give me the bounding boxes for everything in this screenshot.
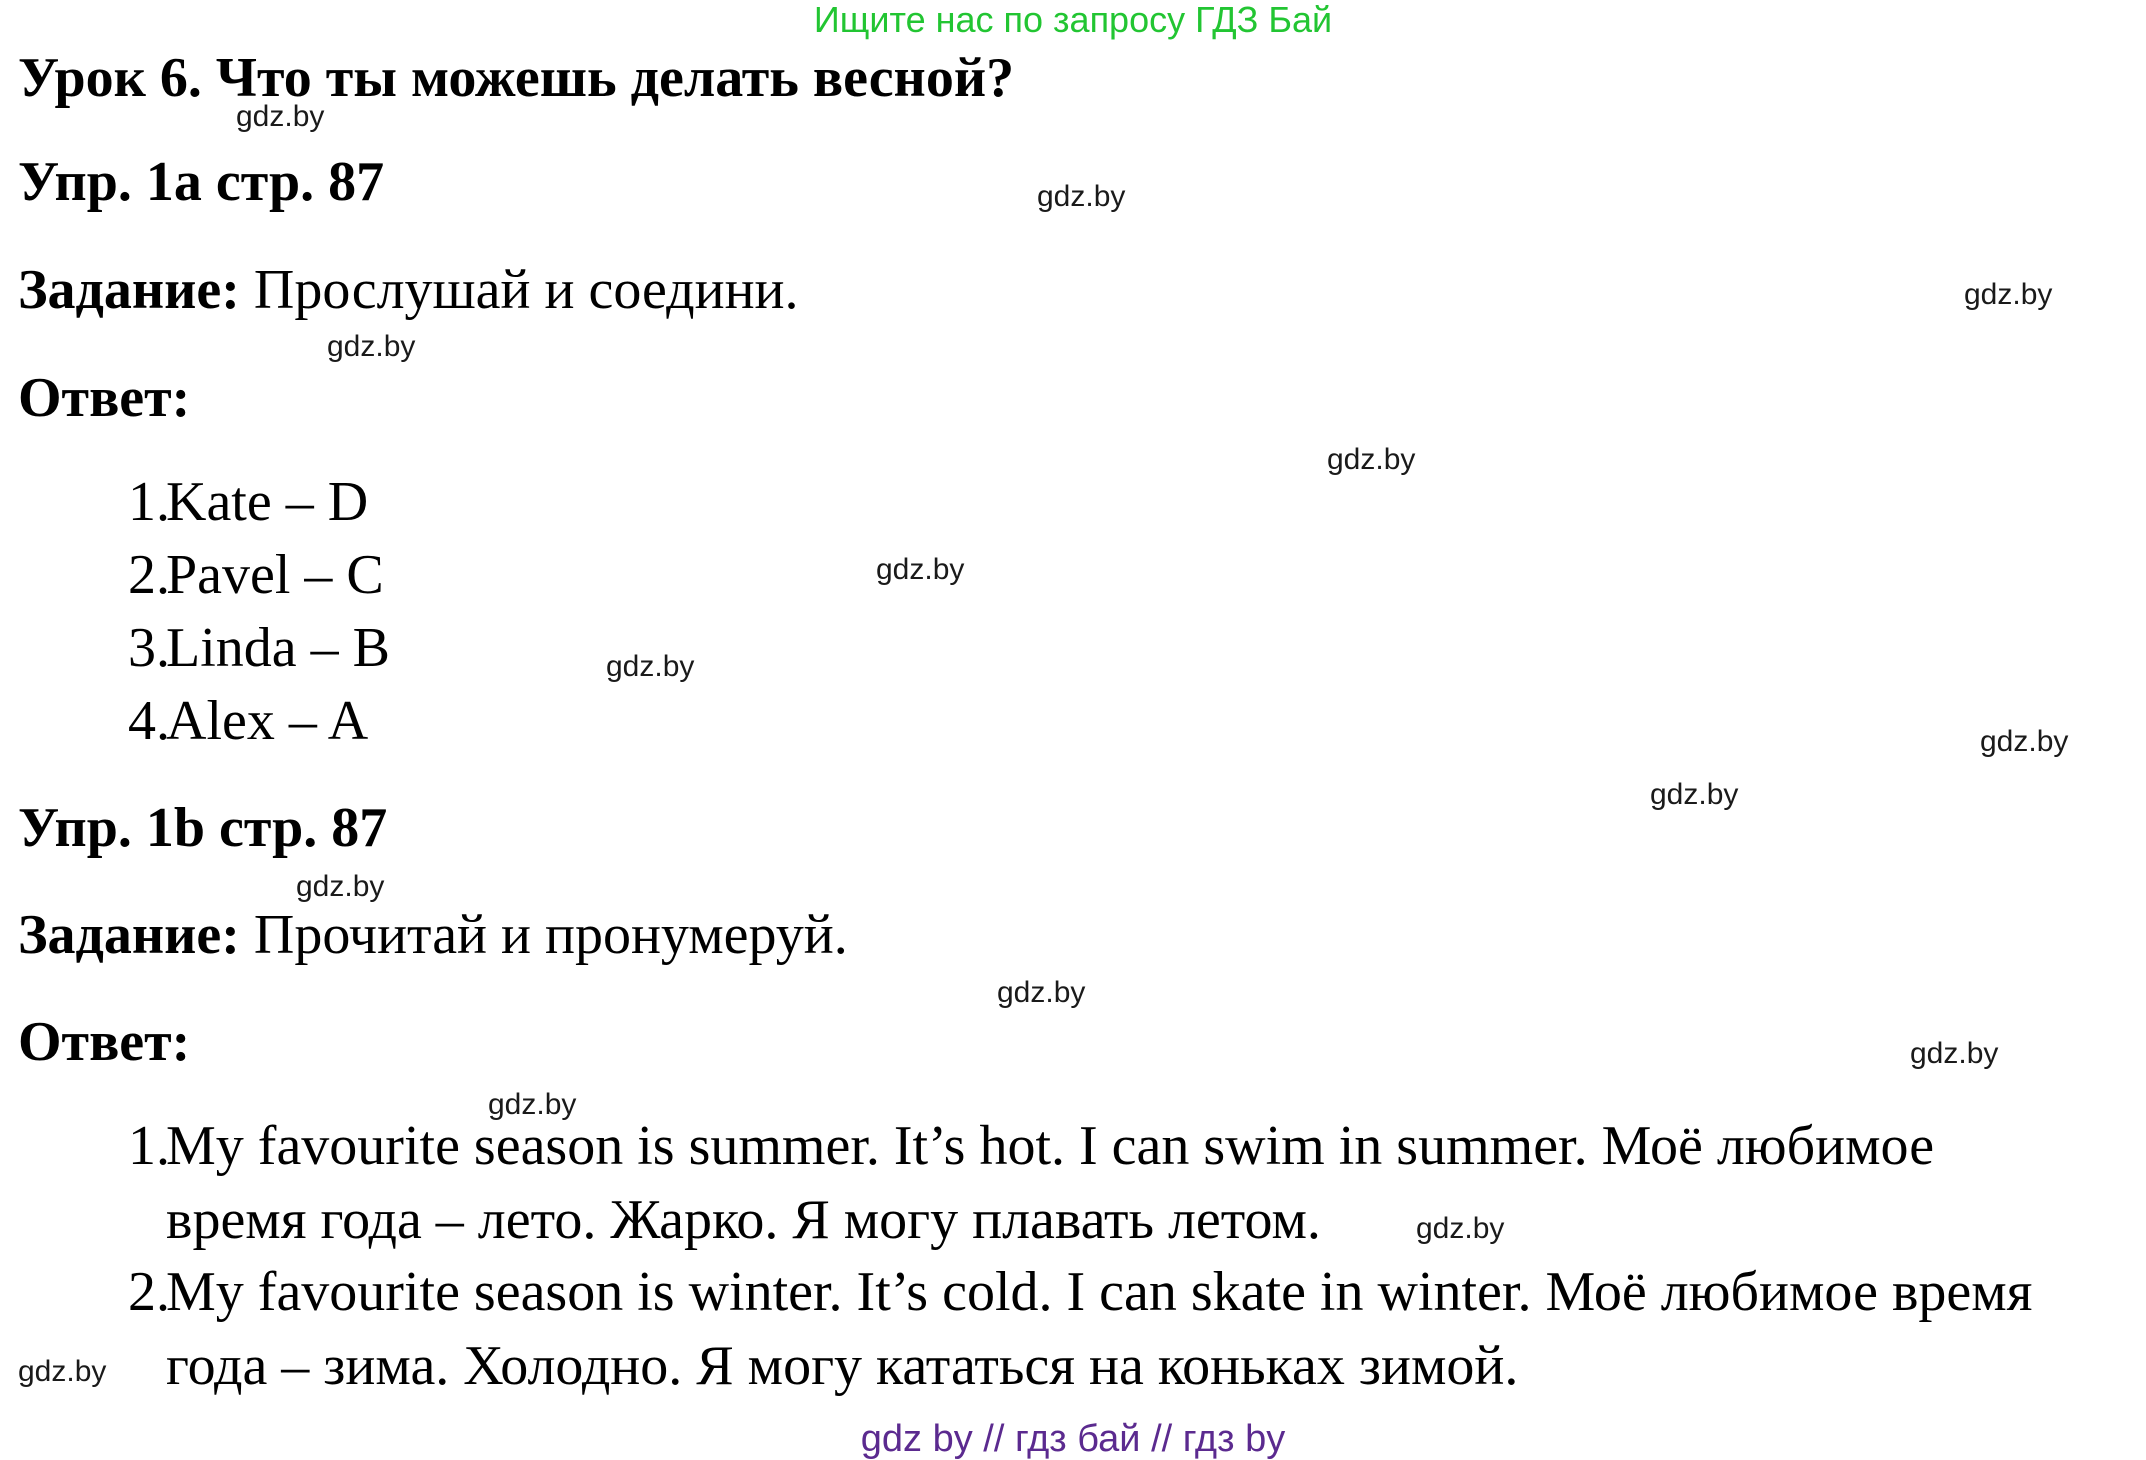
watermark: gdz.by <box>488 1088 577 1121</box>
list-item <box>90 470 790 534</box>
item-text: Linda – B <box>166 617 390 679</box>
lesson-title: Урок 6. Что ты можешь делать весной? <box>18 47 1015 109</box>
paragraph-item <box>90 1114 2130 1178</box>
item-number: 4. <box>128 690 170 752</box>
watermark: gdz.by <box>18 1355 107 1388</box>
item-text: Pavel – C <box>166 544 384 606</box>
item-number: 2. <box>128 1261 170 1323</box>
exercise-1b-answer-label: Ответ: <box>18 1011 191 1073</box>
item-text-line-1: My favourite season is summer. It’s hot. I can swim in summer. Моё любимое <box>166 1115 1935 1177</box>
item-text: Alex – A <box>166 690 369 752</box>
item-text-line-2: время года – лето. Жарко. Я могу плавать летом. <box>166 1189 1321 1251</box>
task-text: Прочитай и пронумеруй. <box>239 904 848 966</box>
watermark: gdz.by <box>876 553 965 586</box>
exercise-1a-title: Упр. 1a стр. 87 <box>18 151 385 213</box>
exercise-1b-title: Упр. 1b стр. 87 <box>18 797 388 859</box>
item-text: Kate – D <box>166 471 369 533</box>
watermark: gdz.by <box>1980 725 2069 758</box>
watermark: gdz.by <box>1416 1212 1505 1245</box>
item-text-line-2: года – зима. Холодно. Я могу кататься на коньках зимой. <box>166 1335 1519 1397</box>
exercise-1b-task <box>18 903 848 967</box>
paragraph-item <box>90 1260 2140 1324</box>
watermark: gdz.by <box>327 330 416 363</box>
task-text: Прослушай и соедини. <box>239 259 799 321</box>
watermark: gdz.by <box>1910 1037 1999 1070</box>
top-banner: Ищите нас по запросу ГДЗ Бай <box>813 0 1333 40</box>
exercise-1a-answer-label: Ответ: <box>18 367 191 429</box>
list-item <box>90 689 790 753</box>
watermark: gdz.by <box>606 650 695 683</box>
watermark: gdz.by <box>1650 778 1739 811</box>
item-number: 2. <box>128 544 170 606</box>
footer-links: gdz by // гдз бай // гдз by <box>860 1418 1286 1460</box>
item-number: 1. <box>128 471 170 533</box>
watermark: gdz.by <box>1037 180 1126 213</box>
task-label: Задание: <box>18 259 240 321</box>
exercise-1a-task <box>18 258 799 322</box>
watermark: gdz.by <box>236 100 325 133</box>
watermark: gdz.by <box>1327 443 1416 476</box>
item-text-line-1: My favourite season is winter. It’s cold. I can skate in winter. Моё любимое время <box>166 1261 2033 1323</box>
watermark: gdz.by <box>997 976 1086 1009</box>
item-number: 1. <box>128 1115 170 1177</box>
task-label: Задание: <box>18 904 240 966</box>
watermark: gdz.by <box>1964 278 2053 311</box>
item-number: 3. <box>128 617 170 679</box>
watermark: gdz.by <box>296 870 385 903</box>
list-item <box>90 543 790 607</box>
